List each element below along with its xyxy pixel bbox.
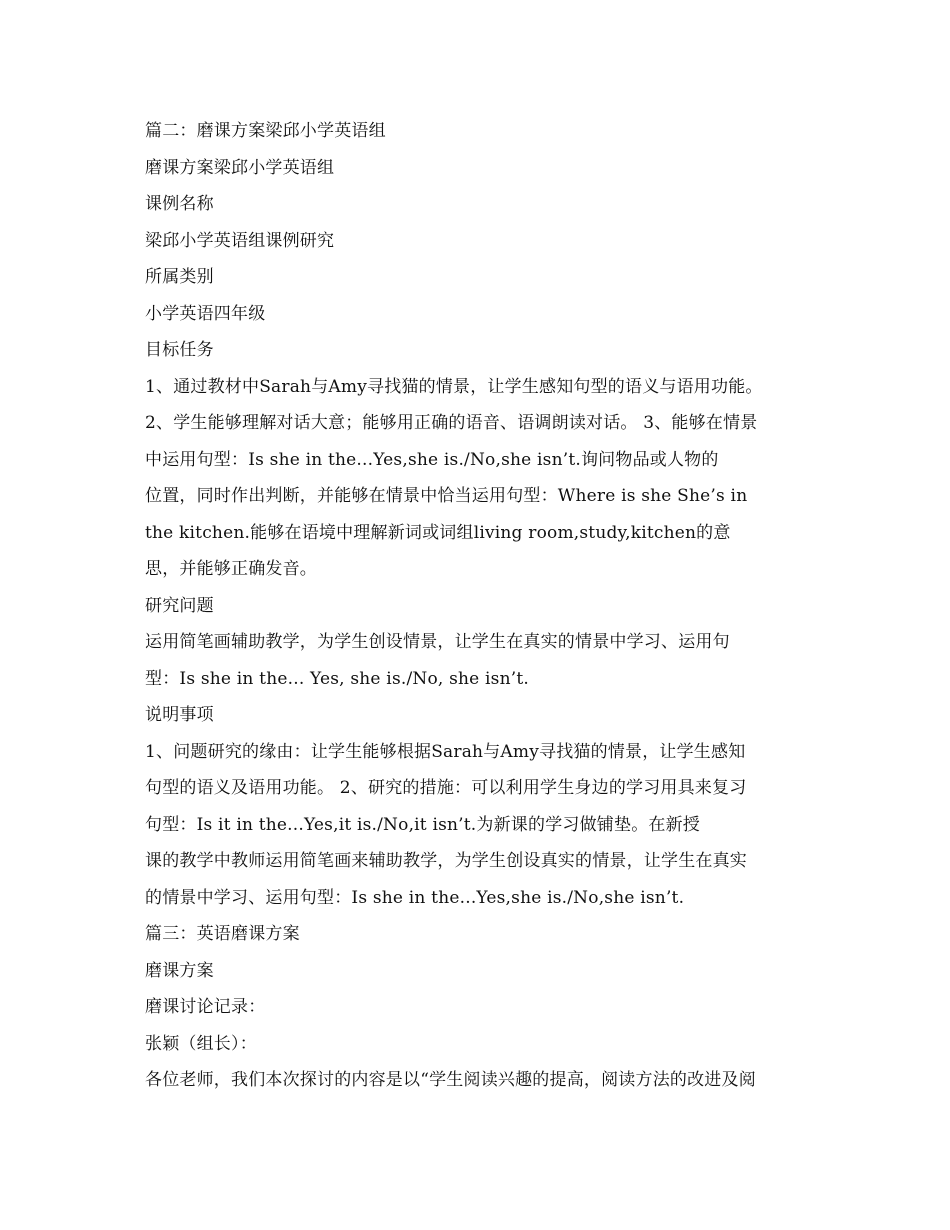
section-heading: 篇二：磨课方案梁邱小学英语组 (145, 121, 386, 141)
research-question-line: 运用简笔画辅助教学，为学生创设情景，让学生在真实的情景中学习、运用句 (145, 632, 730, 652)
notes-line: 1、问题研究的缘由：让学生能够根据Sarah与Amy寻找猫的情景，让学生感知 (145, 741, 746, 762)
section-heading: 篇三：英语磨课方案 (145, 924, 300, 944)
field-label-goals: 目标任务 (145, 340, 214, 360)
document-body (145, 113, 810, 1099)
goals-line: the kitchen.能够在语境中理解新词或词组living room,study,kitchen的意 (145, 522, 731, 543)
field-label-research-question: 研究问题 (145, 595, 214, 616)
field-label-lesson-name: 课例名称 (145, 194, 214, 214)
field-label-notes: 说明事项 (145, 705, 214, 725)
notes-line: 的情景中学习、运用句型：Is she in the...Yes,she is./No,she isn’t. (145, 887, 685, 908)
goals-line: 1、通过教材中Sarah与Amy寻找猫的情景，让学生感知句型的语义与语用功能。 (145, 376, 763, 397)
goals-line: 中运用句型：Is she in the...Yes,she is./No,she isn’t.询问物品或人物的 (145, 449, 719, 470)
notes-line: 课的教学中教师运用简笔画来辅助教学，为学生创设真实的情景，让学生在真实 (145, 851, 747, 871)
discussion-record-label: 磨课讨论记录： (145, 997, 266, 1017)
document-title: 磨课方案梁邱小学英语组 (145, 157, 335, 178)
goals-line: 2、学生能够理解对话大意；能够用正确的语音、语调朗读对话。 3、能够在情景 (145, 413, 758, 433)
goals-line: 位置，同时作出判断，并能够在情景中恰当运用句型：Where is she She’s in (145, 486, 748, 506)
field-value-category: 小学英语四年级 (145, 303, 266, 324)
field-value-lesson-name: 梁邱小学英语组课例研究 (145, 230, 335, 251)
goals-line: 思，并能够正确发音。 (145, 559, 317, 579)
discussion-line: 各位老师，我们本次探讨的内容是以“学生阅读兴趣的提高，阅读方法的改进及阅 (145, 1070, 756, 1090)
speaker-label: 张颖（组长）： (145, 1033, 257, 1054)
notes-line: 句型：Is it in the...Yes,it is./No,it isn’t.为新课的学习做铺垫。在新授 (145, 814, 700, 835)
research-question-line: 型：Is she in the... Yes, she is./No, she isn’t. (145, 668, 529, 689)
field-label-category: 所属类别 (145, 267, 214, 287)
notes-line: 句型的语义及语用功能。 2、研究的措施：可以利用学生身边的学习用具来复习 (145, 778, 747, 798)
section-subtitle: 磨课方案 (145, 960, 214, 981)
